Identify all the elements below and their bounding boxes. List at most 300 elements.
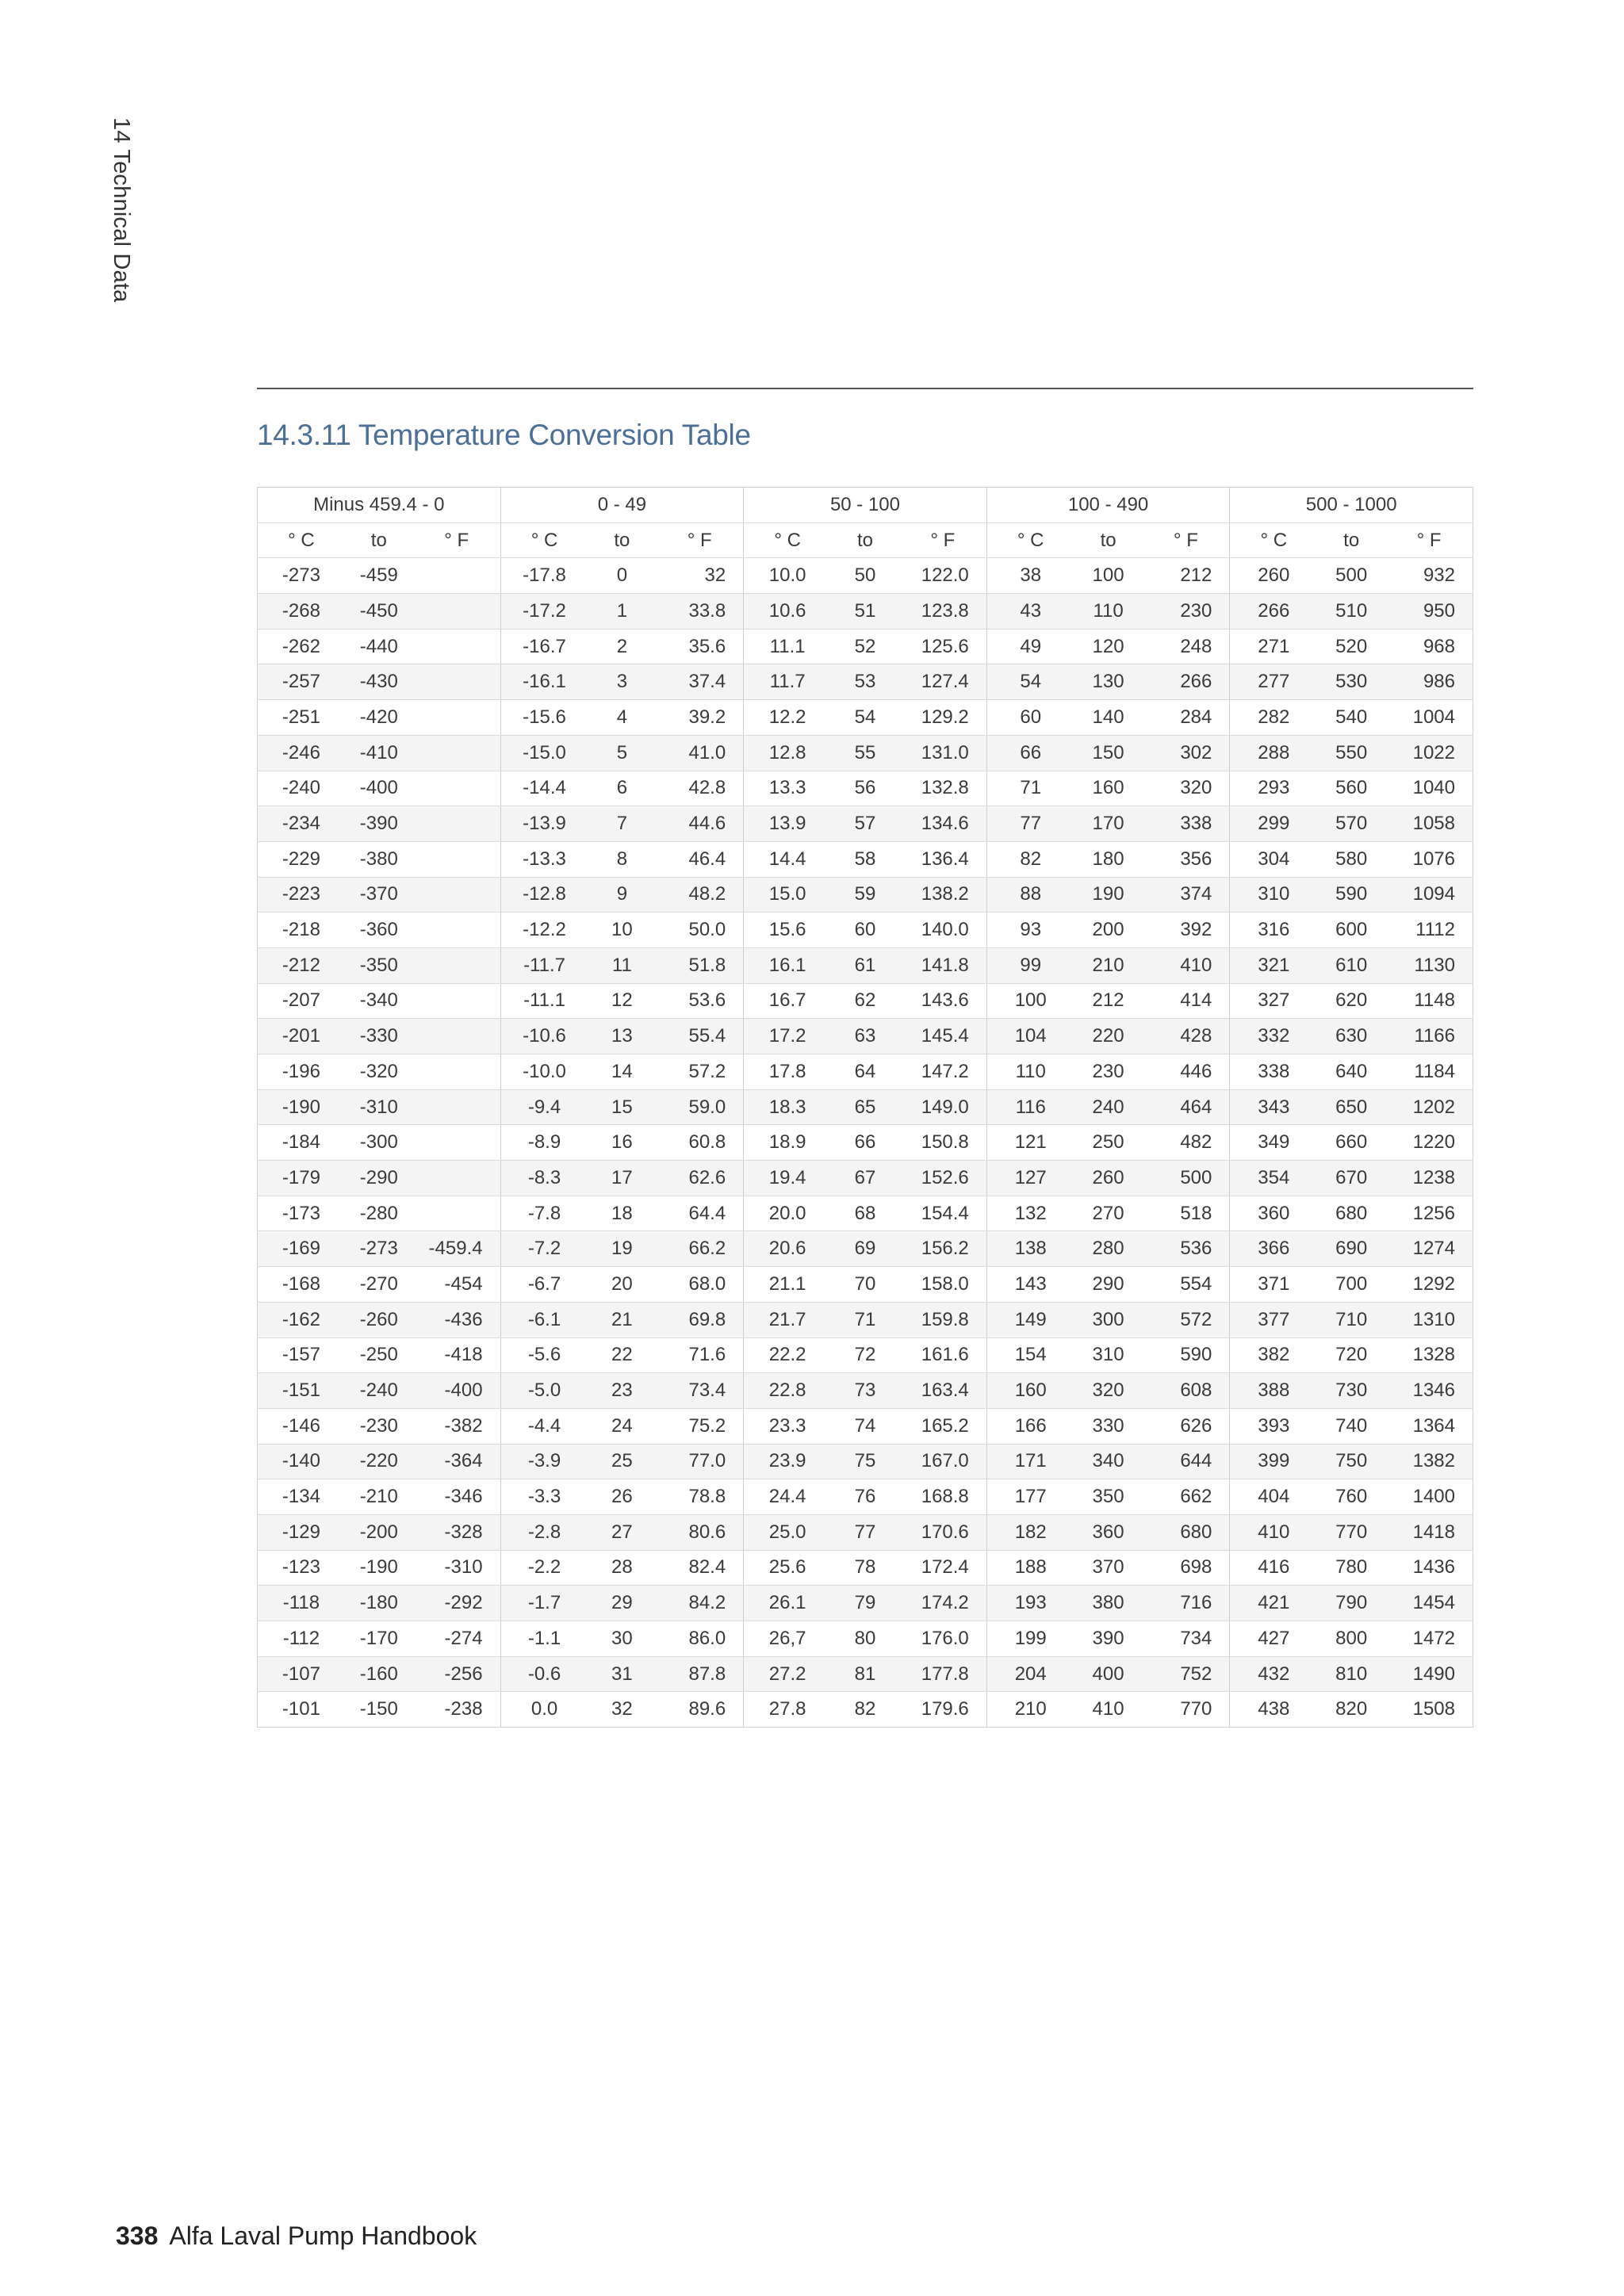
table-cell: 1220	[1385, 1125, 1473, 1161]
table-cell: -270	[345, 1267, 413, 1303]
table-cell: 536	[1143, 1231, 1230, 1267]
table-cell: 248	[1143, 629, 1230, 664]
table-cell: 29	[588, 1586, 656, 1621]
table-cell: 130	[1074, 664, 1143, 700]
table-cell: -360	[345, 913, 413, 948]
table-cell: 77	[986, 806, 1074, 842]
unit-header: ° F	[656, 522, 743, 558]
table-cell	[413, 629, 500, 664]
table-cell: 520	[1317, 629, 1385, 664]
table-cell: 26.1	[744, 1586, 831, 1621]
table-cell: -310	[413, 1550, 500, 1586]
table-cell: 280	[1074, 1231, 1143, 1267]
table-cell: 432	[1230, 1656, 1317, 1692]
table-cell: 1202	[1385, 1089, 1473, 1125]
table-cell: 11.7	[744, 664, 831, 700]
table-row	[258, 1656, 1473, 1692]
table-cell	[413, 700, 500, 736]
table-cell: 321	[1230, 947, 1317, 983]
table-cell: 382	[1230, 1337, 1317, 1373]
table-cell: 750	[1317, 1444, 1385, 1479]
table-cell: 131.0	[899, 735, 986, 771]
table-cell: 38	[986, 558, 1074, 594]
table-cell: -246	[258, 735, 345, 771]
page-footer	[116, 2221, 477, 2251]
table-row	[258, 771, 1473, 806]
table-cell: 66.2	[656, 1231, 743, 1267]
group-header: 100 - 490	[986, 488, 1230, 523]
table-cell: 177	[986, 1479, 1074, 1515]
table-cell: 127.4	[899, 664, 986, 700]
table-cell: -268	[258, 594, 345, 629]
table-cell: 43	[986, 594, 1074, 629]
table-cell: -370	[345, 877, 413, 913]
table-cell: -223	[258, 877, 345, 913]
table-cell: -170	[345, 1621, 413, 1657]
unit-header: to	[1074, 522, 1143, 558]
table-cell: 21.1	[744, 1267, 831, 1303]
table-cell: 550	[1317, 735, 1385, 771]
table-cell: -454	[413, 1267, 500, 1303]
table-cell: 140	[1074, 700, 1143, 736]
unit-header: ° C	[1230, 522, 1317, 558]
table-cell: 69	[831, 1231, 899, 1267]
table-cell: -2.2	[500, 1550, 588, 1586]
table-cell: -310	[345, 1089, 413, 1125]
table-cell: -123	[258, 1550, 345, 1586]
table-cell: 22.8	[744, 1373, 831, 1409]
table-cell: 69.8	[656, 1302, 743, 1337]
table-cell: -382	[413, 1408, 500, 1444]
table-cell: 72	[831, 1337, 899, 1373]
table-cell: 770	[1143, 1692, 1230, 1728]
unit-header: to	[831, 522, 899, 558]
table-cell: 540	[1317, 700, 1385, 736]
table-cell: 89.6	[656, 1692, 743, 1728]
table-cell: 60	[831, 913, 899, 948]
table-cell: 182	[986, 1514, 1074, 1550]
unit-header: ° C	[744, 522, 831, 558]
table-cell: 48.2	[656, 877, 743, 913]
table-cell: 800	[1317, 1621, 1385, 1657]
table-row	[258, 1089, 1473, 1125]
table-cell: 0	[588, 558, 656, 594]
table-cell: -112	[258, 1621, 345, 1657]
table-cell: 932	[1385, 558, 1473, 594]
table-cell: 199	[986, 1621, 1074, 1657]
table-cell: 22.2	[744, 1337, 831, 1373]
table-cell: -180	[345, 1586, 413, 1621]
table-cell: 650	[1317, 1089, 1385, 1125]
table-cell: -346	[413, 1479, 500, 1515]
page-number: 338	[116, 2221, 159, 2250]
table-cell	[413, 664, 500, 700]
table-cell: 179.6	[899, 1692, 986, 1728]
table-cell: -207	[258, 983, 345, 1019]
table-cell: 220	[1074, 1019, 1143, 1054]
table-cell: 968	[1385, 629, 1473, 664]
table-cell: 23	[588, 1373, 656, 1409]
table-cell: 84.2	[656, 1586, 743, 1621]
table-cell: 660	[1317, 1125, 1385, 1161]
table-cell: 143	[986, 1267, 1074, 1303]
table-cell: 154	[986, 1337, 1074, 1373]
table-cell: 138	[986, 1231, 1074, 1267]
table-cell: 55	[831, 735, 899, 771]
table-row	[258, 1125, 1473, 1161]
table-cell: 371	[1230, 1267, 1317, 1303]
table-cell: 204	[986, 1656, 1074, 1692]
table-cell: -12.8	[500, 877, 588, 913]
group-header: 0 - 49	[500, 488, 744, 523]
table-cell: -160	[345, 1656, 413, 1692]
table-cell: -4.4	[500, 1408, 588, 1444]
table-cell: -11.1	[500, 983, 588, 1019]
table-row	[258, 629, 1473, 664]
table-cell: 1472	[1385, 1621, 1473, 1657]
table-cell: -450	[345, 594, 413, 629]
table-cell: 810	[1317, 1656, 1385, 1692]
table-cell: 23.3	[744, 1408, 831, 1444]
table-cell: -129	[258, 1514, 345, 1550]
table-cell: -274	[413, 1621, 500, 1657]
table-cell: 110	[986, 1054, 1074, 1090]
table-cell: 77	[831, 1514, 899, 1550]
group-header-row	[258, 488, 1473, 523]
table-row	[258, 1514, 1473, 1550]
table-cell: -146	[258, 1408, 345, 1444]
table-cell: 51.8	[656, 947, 743, 983]
table-cell: -169	[258, 1231, 345, 1267]
table-cell: -330	[345, 1019, 413, 1054]
table-cell: 438	[1230, 1692, 1317, 1728]
table-cell: -420	[345, 700, 413, 736]
table-cell: 88	[986, 877, 1074, 913]
table-cell: 300	[1074, 1302, 1143, 1337]
table-cell: 338	[1143, 806, 1230, 842]
unit-header: ° F	[1143, 522, 1230, 558]
table-cell: 136.4	[899, 841, 986, 877]
table-cell: 21	[588, 1302, 656, 1337]
table-cell: 32	[588, 1692, 656, 1728]
table-cell: 377	[1230, 1302, 1317, 1337]
table-row	[258, 913, 1473, 948]
unit-header: ° C	[986, 522, 1074, 558]
table-cell: 20.0	[744, 1196, 831, 1231]
table-cell: 41.0	[656, 735, 743, 771]
table-cell: 620	[1317, 983, 1385, 1019]
table-cell: -0.6	[500, 1656, 588, 1692]
table-row	[258, 558, 1473, 594]
table-cell: -150	[345, 1692, 413, 1728]
table-cell: -17.8	[500, 558, 588, 594]
table-cell	[413, 913, 500, 948]
table-cell: -418	[413, 1337, 500, 1373]
table-cell: 446	[1143, 1054, 1230, 1090]
table-cell: 46.4	[656, 841, 743, 877]
unit-header: ° F	[1385, 522, 1473, 558]
table-cell: -140	[258, 1444, 345, 1479]
table-row	[258, 1231, 1473, 1267]
table-cell: 51	[831, 594, 899, 629]
table-cell: 320	[1074, 1373, 1143, 1409]
table-cell: -256	[413, 1656, 500, 1692]
table-cell: 1508	[1385, 1692, 1473, 1728]
table-cell: 134.6	[899, 806, 986, 842]
table-cell: -7.2	[500, 1231, 588, 1267]
table-cell: -157	[258, 1337, 345, 1373]
table-cell: 27	[588, 1514, 656, 1550]
group-header: 50 - 100	[744, 488, 987, 523]
book-title: Alfa Laval Pump Handbook	[169, 2221, 477, 2250]
table-cell: 27.8	[744, 1692, 831, 1728]
table-cell: -400	[413, 1373, 500, 1409]
table-cell: -134	[258, 1479, 345, 1515]
table-cell: 1418	[1385, 1514, 1473, 1550]
table-cell: 170	[1074, 806, 1143, 842]
table-cell: 122.0	[899, 558, 986, 594]
table-cell: 79	[831, 1586, 899, 1621]
table-cell: 81	[831, 1656, 899, 1692]
table-cell: 662	[1143, 1479, 1230, 1515]
table-cell: 820	[1317, 1692, 1385, 1728]
table-cell: 212	[1074, 983, 1143, 1019]
table-cell: 310	[1074, 1337, 1143, 1373]
table-cell: 6	[588, 771, 656, 806]
table-cell: 60.8	[656, 1125, 743, 1161]
table-cell: 464	[1143, 1089, 1230, 1125]
table-row	[258, 735, 1473, 771]
table-cell: 168.8	[899, 1479, 986, 1515]
table-cell: 350	[1074, 1479, 1143, 1515]
table-cell: 172.4	[899, 1550, 986, 1586]
table-cell: 428	[1143, 1019, 1230, 1054]
table-cell: 42.8	[656, 771, 743, 806]
group-header: Minus 459.4 - 0	[258, 488, 501, 523]
table-cell: 393	[1230, 1408, 1317, 1444]
table-cell: 63	[831, 1019, 899, 1054]
table-cell: 53.6	[656, 983, 743, 1019]
table-cell: -350	[345, 947, 413, 983]
table-cell: 66	[986, 735, 1074, 771]
table-cell: 25.6	[744, 1550, 831, 1586]
table-cell: 143.6	[899, 983, 986, 1019]
table-cell: 10	[588, 913, 656, 948]
table-cell: 64	[831, 1054, 899, 1090]
table-cell: 154.4	[899, 1196, 986, 1231]
table-cell: 140.0	[899, 913, 986, 948]
table-cell: 15.0	[744, 877, 831, 913]
table-cell: 70	[831, 1267, 899, 1303]
section-divider	[257, 388, 1473, 389]
table-cell: 87.8	[656, 1656, 743, 1692]
table-cell: 354	[1230, 1161, 1317, 1196]
table-cell: 730	[1317, 1373, 1385, 1409]
table-cell: 608	[1143, 1373, 1230, 1409]
table-cell: 720	[1317, 1337, 1385, 1373]
table-cell: 1130	[1385, 947, 1473, 983]
table-cell: 71	[986, 771, 1074, 806]
table-cell: 14.4	[744, 841, 831, 877]
table-cell: -10.6	[500, 1019, 588, 1054]
table-cell: 1058	[1385, 806, 1473, 842]
table-cell: 176.0	[899, 1621, 986, 1657]
table-cell	[413, 983, 500, 1019]
table-cell: 11	[588, 947, 656, 983]
table-cell: 17.8	[744, 1054, 831, 1090]
table-cell	[413, 947, 500, 983]
table-cell: -190	[258, 1089, 345, 1125]
table-cell: 25.0	[744, 1514, 831, 1550]
table-row	[258, 983, 1473, 1019]
table-cell: 414	[1143, 983, 1230, 1019]
table-cell: -11.7	[500, 947, 588, 983]
table-cell: 630	[1317, 1019, 1385, 1054]
table-cell: 518	[1143, 1196, 1230, 1231]
table-cell: 282	[1230, 700, 1317, 736]
table-cell: -1.7	[500, 1586, 588, 1621]
table-cell: 950	[1385, 594, 1473, 629]
table-cell: 680	[1317, 1196, 1385, 1231]
table-cell: 67	[831, 1161, 899, 1196]
table-cell: 18.3	[744, 1089, 831, 1125]
table-cell: 410	[1074, 1692, 1143, 1728]
table-cell: -273	[258, 558, 345, 594]
table-cell: 74	[831, 1408, 899, 1444]
table-row	[258, 700, 1473, 736]
table-cell: 59.0	[656, 1089, 743, 1125]
table-cell: 1076	[1385, 841, 1473, 877]
table-cell: -380	[345, 841, 413, 877]
table-cell: 193	[986, 1586, 1074, 1621]
table-cell: -440	[345, 629, 413, 664]
table-cell: 4	[588, 700, 656, 736]
table-cell: 21.7	[744, 1302, 831, 1337]
table-cell: 290	[1074, 1267, 1143, 1303]
table-cell: -320	[345, 1054, 413, 1090]
table-cell: 26	[588, 1479, 656, 1515]
table-cell: 145.4	[899, 1019, 986, 1054]
table-cell: 600	[1317, 913, 1385, 948]
table-cell: -328	[413, 1514, 500, 1550]
table-cell: 75.2	[656, 1408, 743, 1444]
table-cell: 260	[1230, 558, 1317, 594]
table-cell: 340	[1074, 1444, 1143, 1479]
table-cell: -3.9	[500, 1444, 588, 1479]
table-cell: 370	[1074, 1550, 1143, 1586]
table-cell: 640	[1317, 1054, 1385, 1090]
table-cell: 170.6	[899, 1514, 986, 1550]
table-cell: -179	[258, 1161, 345, 1196]
table-cell: 9	[588, 877, 656, 913]
table-cell: 13.3	[744, 771, 831, 806]
table-cell: 82	[986, 841, 1074, 877]
table-cell: -410	[345, 735, 413, 771]
table-cell: 15.6	[744, 913, 831, 948]
table-cell: 58	[831, 841, 899, 877]
table-row	[258, 594, 1473, 629]
table-cell: -173	[258, 1196, 345, 1231]
table-cell	[413, 841, 500, 877]
table-cell: 760	[1317, 1479, 1385, 1515]
table-cell: -12.2	[500, 913, 588, 948]
table-row	[258, 806, 1473, 842]
table-cell: 590	[1143, 1337, 1230, 1373]
table-cell: 1184	[1385, 1054, 1473, 1090]
table-cell: 150.8	[899, 1125, 986, 1161]
table-cell: 24	[588, 1408, 656, 1444]
table-cell: 366	[1230, 1231, 1317, 1267]
table-cell: 100	[1074, 558, 1143, 594]
table-cell: 16	[588, 1125, 656, 1161]
table-cell: 57	[831, 806, 899, 842]
table-cell: -118	[258, 1586, 345, 1621]
table-cell: 71	[831, 1302, 899, 1337]
table-cell: 1148	[1385, 983, 1473, 1019]
table-cell: 2	[588, 629, 656, 664]
table-cell: 15	[588, 1089, 656, 1125]
table-cell: 1	[588, 594, 656, 629]
table-cell: 165.2	[899, 1408, 986, 1444]
section-title: 14.3.11 Temperature Conversion Table	[257, 419, 751, 451]
table-cell: 390	[1074, 1621, 1143, 1657]
table-cell: 23.9	[744, 1444, 831, 1479]
table-cell: 986	[1385, 664, 1473, 700]
table-cell: -292	[413, 1586, 500, 1621]
table-cell: 1040	[1385, 771, 1473, 806]
table-cell: 510	[1317, 594, 1385, 629]
table-cell	[413, 1161, 500, 1196]
table-cell: -13.9	[500, 806, 588, 842]
table-cell: 580	[1317, 841, 1385, 877]
table-cell: 293	[1230, 771, 1317, 806]
table-cell: 59	[831, 877, 899, 913]
table-cell: 500	[1143, 1161, 1230, 1196]
table-cell: -218	[258, 913, 345, 948]
table-cell: 210	[986, 1692, 1074, 1728]
table-cell: 132.8	[899, 771, 986, 806]
table-cell: 163.4	[899, 1373, 986, 1409]
table-cell: 288	[1230, 735, 1317, 771]
table-cell: 5	[588, 735, 656, 771]
table-row	[258, 1550, 1473, 1586]
table-cell: 156.2	[899, 1231, 986, 1267]
table-cell: 1094	[1385, 877, 1473, 913]
table-cell: 266	[1143, 664, 1230, 700]
table-cell: -340	[345, 983, 413, 1019]
unit-header: to	[345, 522, 413, 558]
table-cell: -17.2	[500, 594, 588, 629]
table-cell: 302	[1143, 735, 1230, 771]
table-cell: 49	[986, 629, 1074, 664]
table-cell: -273	[345, 1231, 413, 1267]
table-cell: 3	[588, 664, 656, 700]
table-cell: 149	[986, 1302, 1074, 1337]
table-cell: 141.8	[899, 947, 986, 983]
table-cell: -8.9	[500, 1125, 588, 1161]
table-cell: 740	[1317, 1408, 1385, 1444]
table-cell: 1328	[1385, 1337, 1473, 1373]
table-cell	[413, 1019, 500, 1054]
table-cell	[413, 594, 500, 629]
table-cell: -210	[345, 1479, 413, 1515]
table-cell: 271	[1230, 629, 1317, 664]
table-cell: -101	[258, 1692, 345, 1728]
table-cell: 1022	[1385, 735, 1473, 771]
table-row	[258, 1479, 1473, 1515]
table-cell: 10.0	[744, 558, 831, 594]
table-cell: -7.8	[500, 1196, 588, 1231]
